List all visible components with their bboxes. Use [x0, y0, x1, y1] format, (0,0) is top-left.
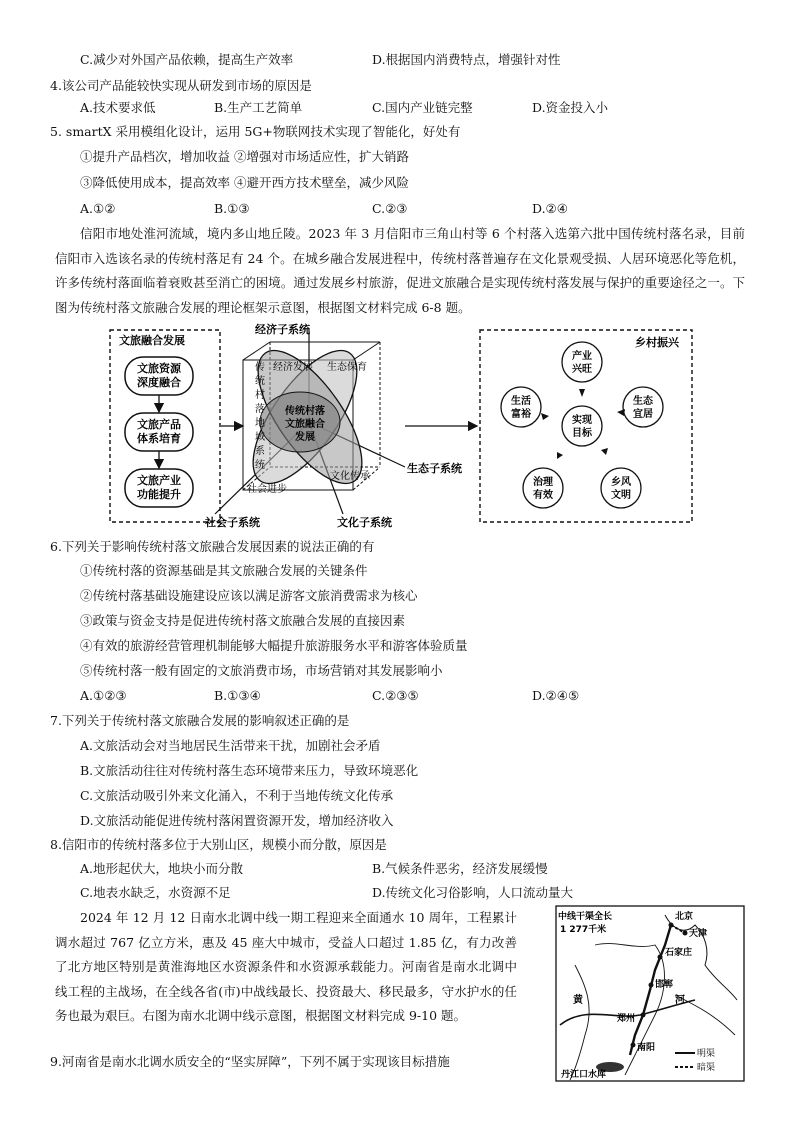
q8-stem: 8.信阳市的传统村落多位于大别山区，规模小而分散，原因是	[50, 837, 387, 852]
svg-text:有效: 有效	[533, 490, 553, 501]
q5-option-d: D.②④	[532, 201, 568, 216]
svg-text:产业: 产业	[572, 351, 592, 362]
goal-text-2: 目标	[572, 428, 592, 439]
q6-statement-3: ③政策与资金支持是促进传统村落文旅融合发展的直接因素	[80, 613, 406, 628]
q5-option-b: B.①③	[214, 201, 250, 216]
city-zhengzhou: 郑州	[617, 1014, 636, 1024]
label-social-progress: 社会进步	[247, 484, 287, 495]
q8-option-b: B.气候条件恶劣，经济发展缓慢	[372, 861, 548, 876]
svg-text:文旅融合: 文旅融合	[285, 419, 325, 430]
left-box-title: 文旅融合发展	[119, 334, 185, 347]
svg-text:传: 传	[255, 362, 265, 373]
q6-statement-2: ②传统村落基础设施建设应该以满足游客文旅消费需求为核心	[80, 588, 418, 603]
q3-option-d: D.根据国内消费特点，增强针对性	[372, 52, 561, 67]
q6-statement-5: ⑤传统村落一般有固定的文旅消费市场，市场营销对其发展影响小	[80, 663, 443, 678]
svg-text:乡风: 乡风	[611, 477, 631, 488]
goal-governance	[523, 468, 563, 508]
q3-option-c: C.减少对外国产品依赖，提高生产效率	[80, 52, 294, 67]
svg-text:传统村落: 传统村落	[285, 406, 325, 417]
q5-option-c: C.②③	[372, 201, 408, 216]
q9-stem: 9.河南省是南水北调水质安全的“坚实屏障”，下列不属于实现该目标措施	[50, 1054, 450, 1069]
q7-option-d: D.文旅活动能促进传统村落闲置资源开发，增加经济收入	[80, 813, 394, 828]
svg-text:发展: 发展	[295, 432, 315, 443]
left-item-1b: 深度融合	[137, 376, 181, 389]
svg-text:统: 统	[255, 376, 265, 387]
q7-option-a: A.文旅活动会对当地居民生活带来干扰，加剧社会矛盾	[80, 738, 381, 753]
q6-statement-1: ①传统村落的资源基础是其文旅融合发展的关键条件	[80, 563, 368, 578]
q6-option-c: C.②③⑤	[372, 688, 419, 703]
svg-text:落: 落	[255, 404, 265, 415]
city-nanyang: 南阳	[637, 1043, 656, 1053]
q7-option-b: B.文旅活动往往对传统村落生态环境带来压力，导致环境恶化	[80, 763, 419, 778]
q6-option-d: D.②④⑤	[532, 688, 580, 703]
left-item-3b: 功能提升	[137, 488, 181, 501]
goal-ecology	[623, 387, 663, 427]
legend-covered-label: 暗渠	[697, 1063, 716, 1073]
city-beijing: 北京	[675, 912, 694, 922]
q8-option-c: C.地表水缺乏，水资源不足	[80, 885, 231, 900]
label-eco-protection: 生态保育	[327, 362, 367, 373]
left-item-2a: 文旅产品	[137, 418, 181, 431]
q5-statement-1: ①提升产品档次，增加收益 ②增强对市场适应性，扩大销路	[80, 149, 409, 164]
map-title-2: 1 277千米	[560, 925, 607, 935]
q8-option-d: D.传统文化习俗影响，人口流动量大	[372, 885, 574, 900]
goal-text-1: 实现	[572, 415, 592, 426]
q5-stem: 5. smartX 采用模组化设计，运用 5G+物联网技术实现了智能化，好处有	[50, 124, 461, 139]
q4-option-b: B.生产工艺简单	[214, 100, 303, 115]
passage-south-north-water: 2024 年 12 月 12 日南水北调中线一期工程迎来全面通水 10 周年，工程累计调水超过 767 亿立方米，惠及 45 座大中城市，受益人口超过 1.85 亿，有力改善了北方地区特别是黄淮海地区水资源条件和水资源承载能力。河南省是南水北调中线工程的主战场，在全线各省(市)中战线最长、投资最大、移民最多，守水护水的任务也最为艰巨。右图为南水北调中线示意图，根据图文材料完成 9-10 题。	[55, 910, 517, 1023]
left-item-3a: 文旅产业	[137, 474, 181, 487]
q8-option-a: A.地形起伏大，地块小而分散	[80, 861, 244, 876]
q6-stem: 6.下列关于影响传统村落文旅融合发展因素的说法正确的有	[50, 539, 375, 554]
goal-civility	[601, 468, 641, 508]
label-eco-subsystem: 生态子系统	[407, 462, 462, 475]
label-economic-subsystem: 经济子系统	[255, 323, 310, 336]
svg-text:富裕: 富裕	[511, 409, 531, 420]
svg-text:村: 村	[255, 390, 265, 401]
legend-open-label: 明渠	[697, 1049, 716, 1059]
q5-statement-2: ③降低使用成本，提高效率 ④避开西方技术壁垒，减少风险	[80, 175, 409, 190]
svg-text:生态: 生态	[633, 396, 653, 407]
svg-text:域: 域	[255, 432, 265, 443]
goal-industry	[562, 342, 602, 382]
q7-stem: 7.下列关于传统村落文旅融合发展的影响叙述正确的是	[50, 713, 350, 728]
svg-text:系: 系	[255, 446, 265, 457]
q5-option-a: A.①②	[80, 201, 116, 216]
city-shijiazhuang: 石家庄	[665, 948, 693, 958]
goal-prosperity	[501, 387, 541, 427]
label-social-subsystem: 社会子系统	[205, 516, 260, 529]
left-item-2b: 体系培育	[137, 432, 181, 445]
label-culture-inherit: 文化传承	[330, 471, 370, 482]
city-tianjin: 天津	[689, 929, 708, 939]
q4-option-d: D.资金投入小	[532, 100, 609, 115]
svg-text:兴旺: 兴旺	[572, 364, 592, 375]
q6-option-a: A.①②③	[80, 688, 127, 703]
q6-statement-4: ④有效的旅游经营管理机制能够大幅提升旅游服务水平和游客体验质量	[80, 638, 468, 653]
map-title-1: 中线干渠全长	[558, 912, 613, 922]
svg-text:治理: 治理	[533, 477, 553, 488]
culture-tourism-framework-diagram	[105, 322, 705, 530]
q4-stem: 4.该公司产品能较快实现从研发到市场的原因是	[50, 78, 312, 93]
label-huang: 黄	[573, 995, 583, 1006]
q4-option-c: C.国内产业链完整	[372, 100, 473, 115]
q4-option-a: A.技术要求低	[80, 100, 156, 115]
svg-text:统: 统	[255, 460, 265, 471]
label-he: 河	[675, 995, 685, 1006]
left-item-1a: 文旅资源	[137, 362, 181, 375]
svg-text:地: 地	[255, 418, 265, 429]
label-econ-development: 经济发展	[273, 362, 313, 373]
q6-option-b: B.①③④	[214, 688, 261, 703]
q7-option-c: C.文旅活动吸引外来文化涌入，不利于当地传统文化传承	[80, 788, 394, 803]
svg-text:生活: 生活	[511, 396, 531, 407]
label-danjiangkou: 丹江口水库	[561, 1070, 607, 1080]
center-goal-circle	[562, 406, 602, 446]
city-handan: 邯郸	[655, 980, 674, 990]
label-culture-subsystem: 文化子系统	[337, 516, 392, 529]
right-box-title: 乡村振兴	[635, 336, 679, 349]
passage-xinyang: 信阳市地处淮河流域，境内多山地丘陵。2023 年 3 月信阳市三角山村等 6 个村落入选第六批中国传统村落名录，目前信阳市入选该名录的传统村落足有 24 个。在城乡融合发展进程中，传统村落普遍存在文化景观受损、人居环境恶化等危机，许多传统村落面临着衰败甚至消亡的困境。通过发展乡村旅游，促进文旅融合是实现传统村落发展与保护的重要途径之一。下图为传统村落文旅融合发展的理论框架示意图，根据图文材料完成 6-8 题。	[55, 226, 745, 315]
south-north-water-map	[555, 905, 745, 1082]
svg-text:文明: 文明	[611, 490, 631, 501]
svg-text:宜居: 宜居	[633, 409, 653, 420]
